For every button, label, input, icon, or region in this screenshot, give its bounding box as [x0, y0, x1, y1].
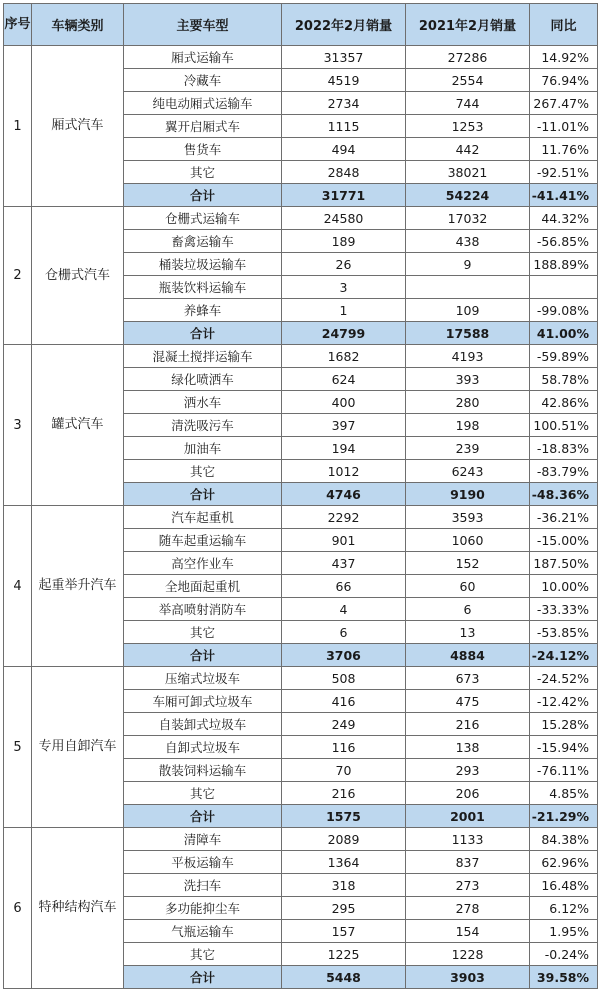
sales-2021-cell: 109: [406, 299, 530, 322]
model-cell: 加油车: [124, 437, 282, 460]
model-cell: 畜禽运输车: [124, 230, 282, 253]
group-category: 厢式汽车: [32, 46, 124, 207]
table-row: [4, 46, 598, 69]
sales-2022-cell: 437: [282, 552, 406, 575]
yoy-cell: -92.51%: [530, 161, 598, 184]
yoy-cell: -83.79%: [530, 460, 598, 483]
table-row: [4, 506, 598, 529]
yoy-cell: 16.48%: [530, 874, 598, 897]
sales-2022-cell: 189: [282, 230, 406, 253]
sales-2022-cell: 2848: [282, 161, 406, 184]
yoy-cell: 188.89%: [530, 253, 598, 276]
yoy-cell: -99.08%: [530, 299, 598, 322]
sales-2021-cell: [406, 276, 530, 299]
sales-table-container: [3, 3, 597, 989]
sales-2022-cell: 4519: [282, 69, 406, 92]
sales-2021-cell: 393: [406, 368, 530, 391]
total-yoy: -21.29%: [530, 805, 598, 828]
sales-2022-cell: 66: [282, 575, 406, 598]
total-label: 合计: [124, 322, 282, 345]
sales-2022-cell: 416: [282, 690, 406, 713]
model-cell: 纯电动厢式运输车: [124, 92, 282, 115]
model-cell: 汽车起重机: [124, 506, 282, 529]
sales-2022-cell: 157: [282, 920, 406, 943]
model-cell: 气瓶运输车: [124, 920, 282, 943]
sales-2021-cell: 1060: [406, 529, 530, 552]
sales-2021-cell: 6243: [406, 460, 530, 483]
total-2022: 5448: [282, 966, 406, 989]
yoy-cell: 15.28%: [530, 713, 598, 736]
model-cell: 多功能抑尘车: [124, 897, 282, 920]
sales-2021-cell: 4193: [406, 345, 530, 368]
model-cell: 压缩式垃圾车: [124, 667, 282, 690]
sales-2021-cell: 837: [406, 851, 530, 874]
sales-2022-cell: 116: [282, 736, 406, 759]
model-cell: 高空作业车: [124, 552, 282, 575]
model-cell: 其它: [124, 161, 282, 184]
sales-2022-cell: 1225: [282, 943, 406, 966]
model-cell: 散装饲料运输车: [124, 759, 282, 782]
model-cell: 举高喷射消防车: [124, 598, 282, 621]
yoy-cell: 11.76%: [530, 138, 598, 161]
yoy-cell: 44.32%: [530, 207, 598, 230]
group-seq: 5: [4, 667, 32, 828]
group-category: 特种结构汽车: [32, 828, 124, 989]
sales-2022-cell: 194: [282, 437, 406, 460]
sales-2021-cell: 475: [406, 690, 530, 713]
total-label: 合计: [124, 184, 282, 207]
sales-2021-cell: 442: [406, 138, 530, 161]
sales-2021-cell: 152: [406, 552, 530, 575]
yoy-cell: 58.78%: [530, 368, 598, 391]
yoy-cell: -56.85%: [530, 230, 598, 253]
yoy-cell: 4.85%: [530, 782, 598, 805]
sales-2021-cell: 27286: [406, 46, 530, 69]
total-label: 合计: [124, 805, 282, 828]
sales-2021-cell: 38021: [406, 161, 530, 184]
group-category: 起重举升汽车: [32, 506, 124, 667]
model-cell: 车厢可卸式垃圾车: [124, 690, 282, 713]
yoy-cell: 1.95%: [530, 920, 598, 943]
sales-2021-cell: 239: [406, 437, 530, 460]
sales-2021-cell: 17032: [406, 207, 530, 230]
total-2021: 9190: [406, 483, 530, 506]
total-yoy: -41.41%: [530, 184, 598, 207]
yoy-cell: [530, 276, 598, 299]
total-2022: 31771: [282, 184, 406, 207]
yoy-cell: -15.94%: [530, 736, 598, 759]
yoy-cell: -11.01%: [530, 115, 598, 138]
group-seq: 4: [4, 506, 32, 667]
total-yoy: 39.58%: [530, 966, 598, 989]
sales-2022-cell: 1012: [282, 460, 406, 483]
yoy-cell: -15.00%: [530, 529, 598, 552]
sales-2021-cell: 198: [406, 414, 530, 437]
sales-2021-cell: 138: [406, 736, 530, 759]
total-label: 合计: [124, 483, 282, 506]
sales-2022-cell: 400: [282, 391, 406, 414]
sales-2022-cell: 70: [282, 759, 406, 782]
header-model: 主要车型: [124, 4, 282, 46]
total-2022: 24799: [282, 322, 406, 345]
model-cell: 其它: [124, 460, 282, 483]
yoy-cell: -76.11%: [530, 759, 598, 782]
header-row: [4, 4, 598, 46]
model-cell: 全地面起重机: [124, 575, 282, 598]
group-category: 罐式汽车: [32, 345, 124, 506]
model-cell: 仓栅式运输车: [124, 207, 282, 230]
model-cell: 其它: [124, 621, 282, 644]
sales-2022-cell: 1115: [282, 115, 406, 138]
sales-2021-cell: 673: [406, 667, 530, 690]
sales-2021-cell: 154: [406, 920, 530, 943]
yoy-cell: 100.51%: [530, 414, 598, 437]
sales-table: [3, 3, 598, 989]
total-yoy: 41.00%: [530, 322, 598, 345]
sales-2021-cell: 9: [406, 253, 530, 276]
model-cell: 其它: [124, 782, 282, 805]
model-cell: 翼开启厢式车: [124, 115, 282, 138]
sales-2021-cell: 273: [406, 874, 530, 897]
sales-2021-cell: 438: [406, 230, 530, 253]
sales-2021-cell: 744: [406, 92, 530, 115]
sales-2022-cell: 1: [282, 299, 406, 322]
yoy-cell: -33.33%: [530, 598, 598, 621]
sales-2022-cell: 4: [282, 598, 406, 621]
total-label: 合计: [124, 966, 282, 989]
sales-2021-cell: 1133: [406, 828, 530, 851]
sales-2022-cell: 3: [282, 276, 406, 299]
model-cell: 瓶装饮料运输车: [124, 276, 282, 299]
total-label: 合计: [124, 644, 282, 667]
yoy-cell: -59.89%: [530, 345, 598, 368]
total-2022: 3706: [282, 644, 406, 667]
model-cell: 洗扫车: [124, 874, 282, 897]
model-cell: 清洗吸污车: [124, 414, 282, 437]
sales-2022-cell: 295: [282, 897, 406, 920]
sales-2022-cell: 1682: [282, 345, 406, 368]
sales-2022-cell: 901: [282, 529, 406, 552]
sales-2022-cell: 2734: [282, 92, 406, 115]
model-cell: 自卸式垃圾车: [124, 736, 282, 759]
sales-2021-cell: 6: [406, 598, 530, 621]
sales-2022-cell: 494: [282, 138, 406, 161]
model-cell: 洒水车: [124, 391, 282, 414]
sales-2022-cell: 2089: [282, 828, 406, 851]
total-2021: 54224: [406, 184, 530, 207]
yoy-cell: 42.86%: [530, 391, 598, 414]
sales-2022-cell: 24580: [282, 207, 406, 230]
yoy-cell: 267.47%: [530, 92, 598, 115]
model-cell: 随车起重运输车: [124, 529, 282, 552]
sales-2021-cell: 280: [406, 391, 530, 414]
model-cell: 绿化喷洒车: [124, 368, 282, 391]
table-row: [4, 345, 598, 368]
yoy-cell: 76.94%: [530, 69, 598, 92]
group-seq: 6: [4, 828, 32, 989]
model-cell: 养蜂车: [124, 299, 282, 322]
sales-2021-cell: 278: [406, 897, 530, 920]
group-category: 专用自卸汽车: [32, 667, 124, 828]
yoy-cell: 14.92%: [530, 46, 598, 69]
yoy-cell: -36.21%: [530, 506, 598, 529]
sales-2021-cell: 3593: [406, 506, 530, 529]
sales-2022-cell: 31357: [282, 46, 406, 69]
group-seq: 2: [4, 207, 32, 345]
sales-2022-cell: 624: [282, 368, 406, 391]
model-cell: 平板运输车: [124, 851, 282, 874]
table-row: [4, 207, 598, 230]
header-feb2021: 2021年2月销量: [406, 4, 530, 46]
sales-2022-cell: 508: [282, 667, 406, 690]
model-cell: 自装卸式垃圾车: [124, 713, 282, 736]
sales-2021-cell: 13: [406, 621, 530, 644]
total-2021: 2001: [406, 805, 530, 828]
model-cell: 混凝土搅拌运输车: [124, 345, 282, 368]
total-2021: 3903: [406, 966, 530, 989]
total-2021: 17588: [406, 322, 530, 345]
model-cell: 售货车: [124, 138, 282, 161]
total-yoy: -24.12%: [530, 644, 598, 667]
sales-2021-cell: 1228: [406, 943, 530, 966]
table-body: [4, 46, 598, 989]
sales-2022-cell: 216: [282, 782, 406, 805]
model-cell: 桶装垃圾运输车: [124, 253, 282, 276]
group-seq: 3: [4, 345, 32, 506]
sales-2021-cell: 206: [406, 782, 530, 805]
yoy-cell: 6.12%: [530, 897, 598, 920]
model-cell: 其它: [124, 943, 282, 966]
table-row: [4, 828, 598, 851]
sales-2021-cell: 293: [406, 759, 530, 782]
sales-2021-cell: 2554: [406, 69, 530, 92]
yoy-cell: -0.24%: [530, 943, 598, 966]
yoy-cell: -18.83%: [530, 437, 598, 460]
sales-2022-cell: 6: [282, 621, 406, 644]
model-cell: 厢式运输车: [124, 46, 282, 69]
header-category: 车辆类别: [32, 4, 124, 46]
yoy-cell: 187.50%: [530, 552, 598, 575]
yoy-cell: 62.96%: [530, 851, 598, 874]
sales-2021-cell: 216: [406, 713, 530, 736]
group-category: 仓栅式汽车: [32, 207, 124, 345]
total-2021: 4884: [406, 644, 530, 667]
sales-2022-cell: 1364: [282, 851, 406, 874]
total-2022: 4746: [282, 483, 406, 506]
sales-2022-cell: 26: [282, 253, 406, 276]
model-cell: 清障车: [124, 828, 282, 851]
yoy-cell: -24.52%: [530, 667, 598, 690]
sales-2022-cell: 397: [282, 414, 406, 437]
yoy-cell: -53.85%: [530, 621, 598, 644]
yoy-cell: 84.38%: [530, 828, 598, 851]
sales-2022-cell: 2292: [282, 506, 406, 529]
sales-2021-cell: 1253: [406, 115, 530, 138]
total-2022: 1575: [282, 805, 406, 828]
table-row: [4, 667, 598, 690]
header-feb2022: 2022年2月销量: [282, 4, 406, 46]
group-seq: 1: [4, 46, 32, 207]
total-yoy: -48.36%: [530, 483, 598, 506]
header-seq: 序号: [4, 4, 32, 46]
yoy-cell: 10.00%: [530, 575, 598, 598]
sales-2021-cell: 60: [406, 575, 530, 598]
model-cell: 冷藏车: [124, 69, 282, 92]
sales-2022-cell: 318: [282, 874, 406, 897]
yoy-cell: -12.42%: [530, 690, 598, 713]
header-yoy: 同比: [530, 4, 598, 46]
sales-2022-cell: 249: [282, 713, 406, 736]
